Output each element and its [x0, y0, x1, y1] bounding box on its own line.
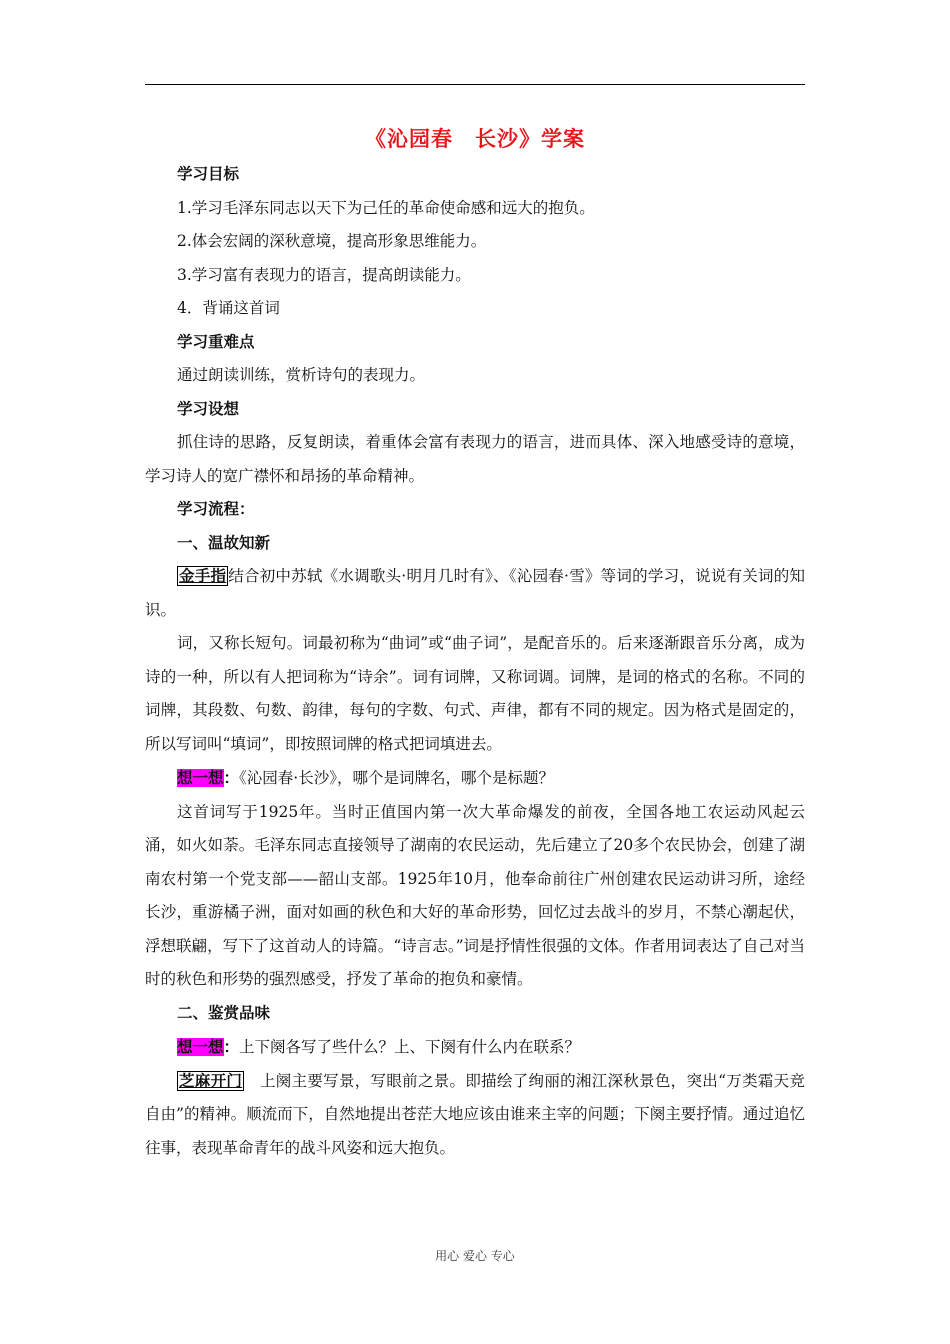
background-text: 这首词写于1925年。当时正值国内第一次大革命爆发的前夜，全国各地工农运动风起云涌，如火如荼。毛泽东同志直接领导了湖南的农民运动，先后建立了20多个农民协会，创建了湖南农村第一个党支部——韶山支部。1925年10月，他奉命前往广州创建农民运动讲习所，途经长沙，重游橘子洲，面对如画的秋色和大好的革命形势，回忆过去战斗的岁月，不禁心潮起伏，浮想联翩，写下了这首动人的诗篇。“诗言志。”词是抒情性很强的文体。作者用词表达了自己对当时的秋色和形势的强烈感受，抒发了革命的抱负和豪情。 [145, 802, 805, 988]
goal-item-2: 2.体会宏阔的深秋意境，提高形象思维能力。 [177, 232, 487, 250]
tip2-paragraph [145, 1065, 805, 1166]
page-footer: 用心 爱心 专心 [435, 1249, 515, 1263]
part2-heading: 二、鉴赏品味 [177, 1003, 271, 1022]
document-title: 《沁园春 长沙》学案 [365, 127, 585, 151]
header-rule [145, 84, 805, 85]
tip1-label: 金手指 [179, 567, 227, 585]
think1-paragraph [145, 761, 805, 796]
tip1-paragraph [145, 560, 805, 627]
think1-label: 想一想 [177, 769, 224, 787]
plan-text: 抓住诗的思路，反复朗读，着重体会富有表现力的语言，进而具体、深入地感受诗的意境，学习诗人的宽广襟怀和昂扬的革命精神。 [145, 433, 805, 485]
think2-paragraph [145, 1030, 805, 1065]
key-points-text: 通过朗读训练，赏析诗句的表现力。 [177, 366, 426, 384]
key-points-heading: 学习重难点 [177, 332, 255, 351]
part1-heading: 一、温故知新 [177, 533, 271, 552]
plan-heading: 学习设想 [177, 399, 240, 418]
think2-label: 想一想 [177, 1038, 224, 1056]
tip2-text: 上阕主要写景，写眼前之景。即描绘了绚丽的湘江深秋景色，突出“万类霜天竞自由”的精神。顺流而下，自然地提出苍茫大地应该由谁来主宰的问题；下阕主要抒情。通过追忆往事，表现革命青年的战斗风姿和远大抱负。 [145, 1071, 805, 1157]
goals-heading: 学习目标 [177, 165, 240, 183]
flow-heading: 学习流程： [177, 500, 255, 518]
tip1-text: 结合初中苏轼《水调歌头·明月几时有》、《沁园春·雪》等词的学习，说说有关词的知识。 [145, 567, 805, 619]
goal-item-3: 3.学习富有表现力的语言，提高朗读能力。 [177, 265, 471, 284]
tip2-label: 芝麻开门 [179, 1071, 243, 1090]
document-body [145, 158, 805, 1165]
goal-item-1: 1.学习毛泽东同志以天下为己任的革命使命感和远大的抱负。 [177, 198, 595, 217]
think1-colon: ： [223, 768, 240, 787]
think1-text: 《沁园春·长沙》，哪个是词牌名，哪个是标题？ [239, 769, 554, 787]
goal-item-4: 4．背诵这首词 [177, 299, 280, 317]
think2-text: 上下阕各写了些什么？上、下阕有什么内在联系？ [239, 1038, 581, 1056]
ci-knowledge-text: 词，又称长短句。词最初称为“曲词”或“曲子词”，是配音乐的。后来逐渐跟音乐分离，成为诗的一种，所以有人把词称为“诗余”。词有词牌，又称词调。词牌，是词的格式的名称。不同的词牌，其段数、句数、韵律，每句的字数、句式、声律，都有不同的规定。因为格式是固定的，所以写词叫“填词”，即按照词牌的格式把词填进去。 [145, 634, 805, 753]
think2-colon: ： [223, 1037, 240, 1056]
